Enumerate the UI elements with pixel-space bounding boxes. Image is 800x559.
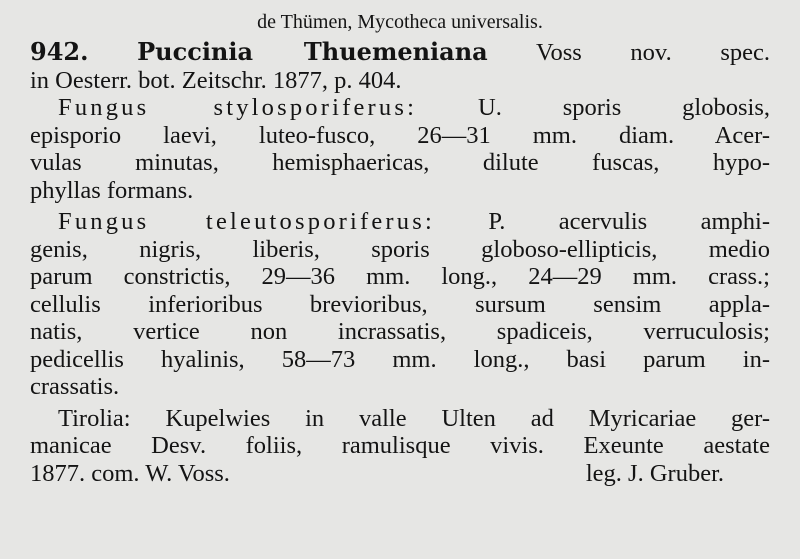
locality-line-1: Tirolia: Kupelwies in valle Ulten ad Myricariae ger- [58, 404, 770, 432]
stylospore-description-line-4: phyllas formans. [30, 176, 194, 204]
teleutospore-description-line-4: cellulis inferioribus brevioribus, sursum sensim appla- [30, 290, 770, 318]
specimen-number: 942. [30, 37, 89, 66]
teleutospore-description-line-5: natis, vertice non incrassatis, spadiceis, verruculosis; [30, 318, 770, 345]
collector-line [30, 460, 770, 488]
teleutospore-description-line-1 [30, 208, 770, 236]
species-author: Voss nov. spec. [535, 39, 771, 66]
teleutospore-description-line-6: pedicellis hyalinis, 58—73 mm. long., basi parum in- [30, 345, 770, 373]
teleutospore-description-line-7: crassatis. [30, 373, 120, 400]
species-name: Puccinia Thuemeniana [137, 37, 488, 66]
stylospore-description-line-1 [30, 94, 770, 122]
teleutospore-description-line-2: genis, nigris, liberis, sporis globoso-ellipticis, medio [30, 235, 770, 263]
teleutospore-description-line-3: parum constrictis, 29—36 mm. long., 24—29 mm. crass.; [30, 263, 770, 290]
stylospore-description-line-2: episporio laevi, luteo-fusco, 26—31 mm. diam. Acer- [30, 121, 770, 149]
citation-line: in Oesterr. bot. Zeitschr. 1877, p. 404. [30, 66, 402, 94]
collector: leg. J. Gruber. [585, 459, 724, 487]
communicator: 1877. com. W. Voss. [30, 459, 230, 487]
series-header: de Thümen, Mycotheca universalis. [257, 11, 543, 33]
stylospore-term: Fungus stylosporiferus: [58, 94, 418, 121]
teleutospore-term: Fungus teleutosporiferus: [58, 208, 435, 235]
stylospore-description-line-3: vulas minutas, hemisphaericas, dilute fuscas, hypo- [30, 149, 770, 176]
locality-line-2: manicae Desv. foliis, ramulisque vivis. Exeunte aestate [30, 432, 770, 459]
teleutospore-text-1: P. acervulis amphi- [488, 208, 770, 235]
stylospore-text-1: U. sporis globosis, [478, 94, 770, 121]
species-title-line [30, 38, 770, 67]
